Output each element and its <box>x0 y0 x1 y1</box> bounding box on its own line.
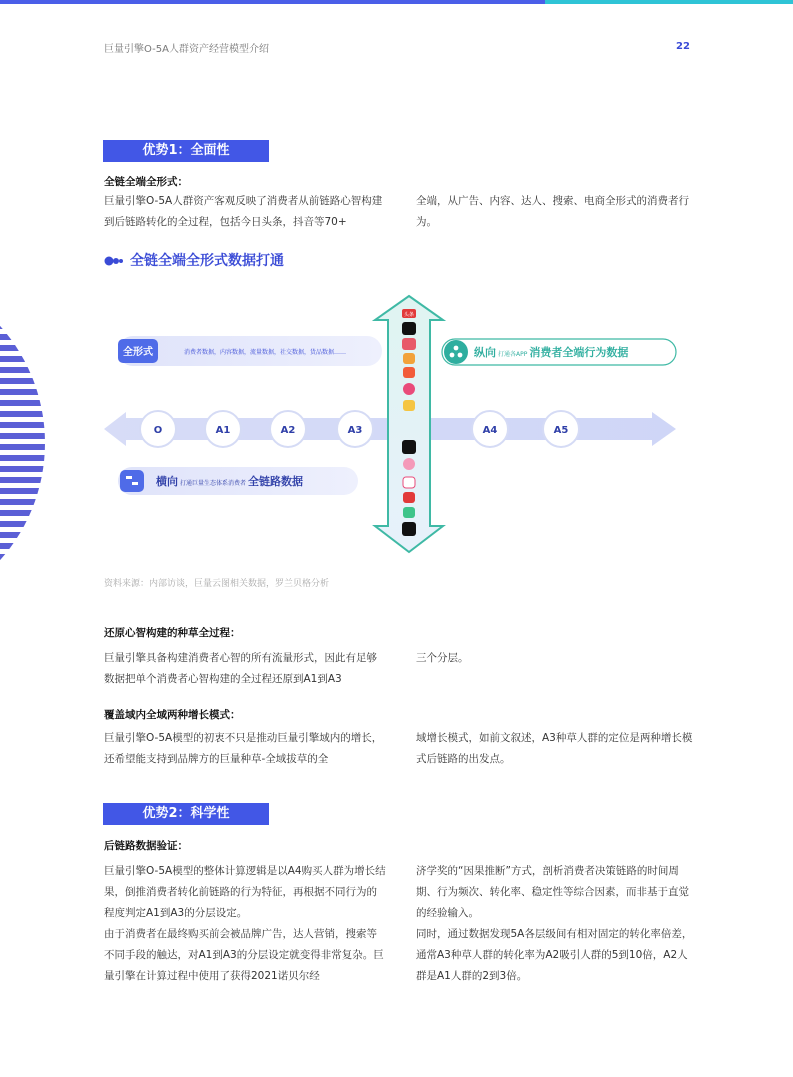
restore-text-right: 三个分层。 <box>416 652 469 664</box>
advantage1-banner: 优势1：全面性 <box>103 140 269 162</box>
horizontal-pill-icon <box>120 470 144 492</box>
app-icon-redorange <box>403 367 415 378</box>
node-A1 <box>205 411 241 447</box>
svg-text:A2: A2 <box>280 425 296 436</box>
xigua-icon <box>402 338 416 350</box>
chart-source: 资料来源：内部访谈，巨量云图相关数据，罗兰贝格分析 <box>104 579 330 589</box>
form-items: 消费者数据，内容数据，流量数据，社交数据，货品数据…… <box>184 349 347 356</box>
app-icon-yellow <box>403 400 415 411</box>
app-icon-red <box>403 492 415 503</box>
sub-title-restore: 还原心智构建的种草全过程： <box>104 627 241 639</box>
douyin-lite-icon <box>402 522 416 536</box>
restore-text-left: 巨量引擎具备构建消费者心智的所有流量形式，因此有足够数据把单个消费者心智构建的全过程还原到A1到A3 <box>104 652 377 685</box>
svg-text:A4: A4 <box>482 425 498 436</box>
svg-text:O: O <box>153 425 163 436</box>
full-chain-text-left: 巨量引擎O-5A人群资产客观反映了消费者从前链路心智构建到后链路转化的全过程，包括今日头条，抖音等70+ <box>104 195 383 228</box>
backlink-text-right-2: 同时，通过数据发现5A各层级间有相对固定的转化率倍差，通常A3种草人群的转化率为A2吸引人群的5到10倍，A2人群是A1人群的2到3倍。 <box>416 928 693 982</box>
horizontal-pill-label: 横向 打通巨量生态体系消费者 全链路数据 <box>156 475 304 488</box>
cover-text-left: 巨量引擎O-5A模型的初衷不只是推动巨量引擎域内的增长，还希望能支持到品牌方的巨量种草-全域拔草的全 <box>104 732 383 765</box>
advantage2-banner: 优势2：科学性 <box>103 803 269 825</box>
page-number: 22 <box>676 41 690 52</box>
app-icon-orange <box>403 353 415 364</box>
top-accent-bar-cyan <box>545 0 793 4</box>
sub-title-backlink: 后链路数据验证： <box>104 840 188 852</box>
chart-title-text: 全链全端全形式数据打通 <box>130 253 284 269</box>
backlink-text-left-1: 巨量引擎O-5A模型的整体计算逻辑是以A4购买人群为增长结果，倒推消费者转化前链路的行为特征，再根据不同行为的程度判定A1到A3的分层设定。 <box>104 865 386 919</box>
node-A4 <box>472 411 508 447</box>
svg-text:A3: A3 <box>347 425 363 436</box>
node-A2 <box>270 411 306 447</box>
cover-text-right: 域增长模式，如前文叙述，A3种草人群的定位是两种增长模式后链路的出发点。 <box>416 732 693 765</box>
form-label: 全形式 <box>123 347 153 358</box>
header-title: 巨量引擎O-5A人群资产经营模型介绍 <box>104 44 269 55</box>
node-O <box>140 411 176 447</box>
app-icon-lightpink <box>403 458 415 470</box>
vertical-pill-icon <box>444 340 468 364</box>
app-icon-pink <box>403 383 415 395</box>
sub-title-full-chain: 全链全端全形式： <box>104 176 188 188</box>
vertical-pill-label: 纵向 打通各APP 消费者全端行为数据 <box>474 346 629 359</box>
app-icon-green <box>403 507 415 518</box>
svg-text:A1: A1 <box>215 425 231 436</box>
node-A5 <box>543 411 579 447</box>
svg-text:A5: A5 <box>553 425 569 436</box>
full-chain-text-right: 全端，从广告、内容、达人、搜索、电商全形式的消费者行为。 <box>416 195 689 228</box>
backlink-text-left-2: 由于消费者在最终购买前会被品牌广告，达人营销，搜索等不同手段的触达，对A1到A3的分层设定就变得非常复杂。巨量引擎在计算过程中使用了获得2021诺贝尔经 <box>104 928 384 982</box>
douyin-icon <box>402 322 416 335</box>
striped-decoration <box>0 268 60 618</box>
data-flow-diagram <box>104 266 688 570</box>
app-icon-outline <box>403 477 415 488</box>
toutiao-label: 头条 <box>403 312 415 318</box>
capcut-icon <box>402 440 416 454</box>
sub-title-cover: 覆盖域内全域两种增长模式： <box>104 709 241 721</box>
backlink-text-right-1: 济学奖的“因果推断”方式，剖析消费者决策链路的时间周期、行为频次、转化率、稳定性等综合因素，而非基于直觉的经验输入。 <box>416 865 689 919</box>
node-A3 <box>337 411 373 447</box>
